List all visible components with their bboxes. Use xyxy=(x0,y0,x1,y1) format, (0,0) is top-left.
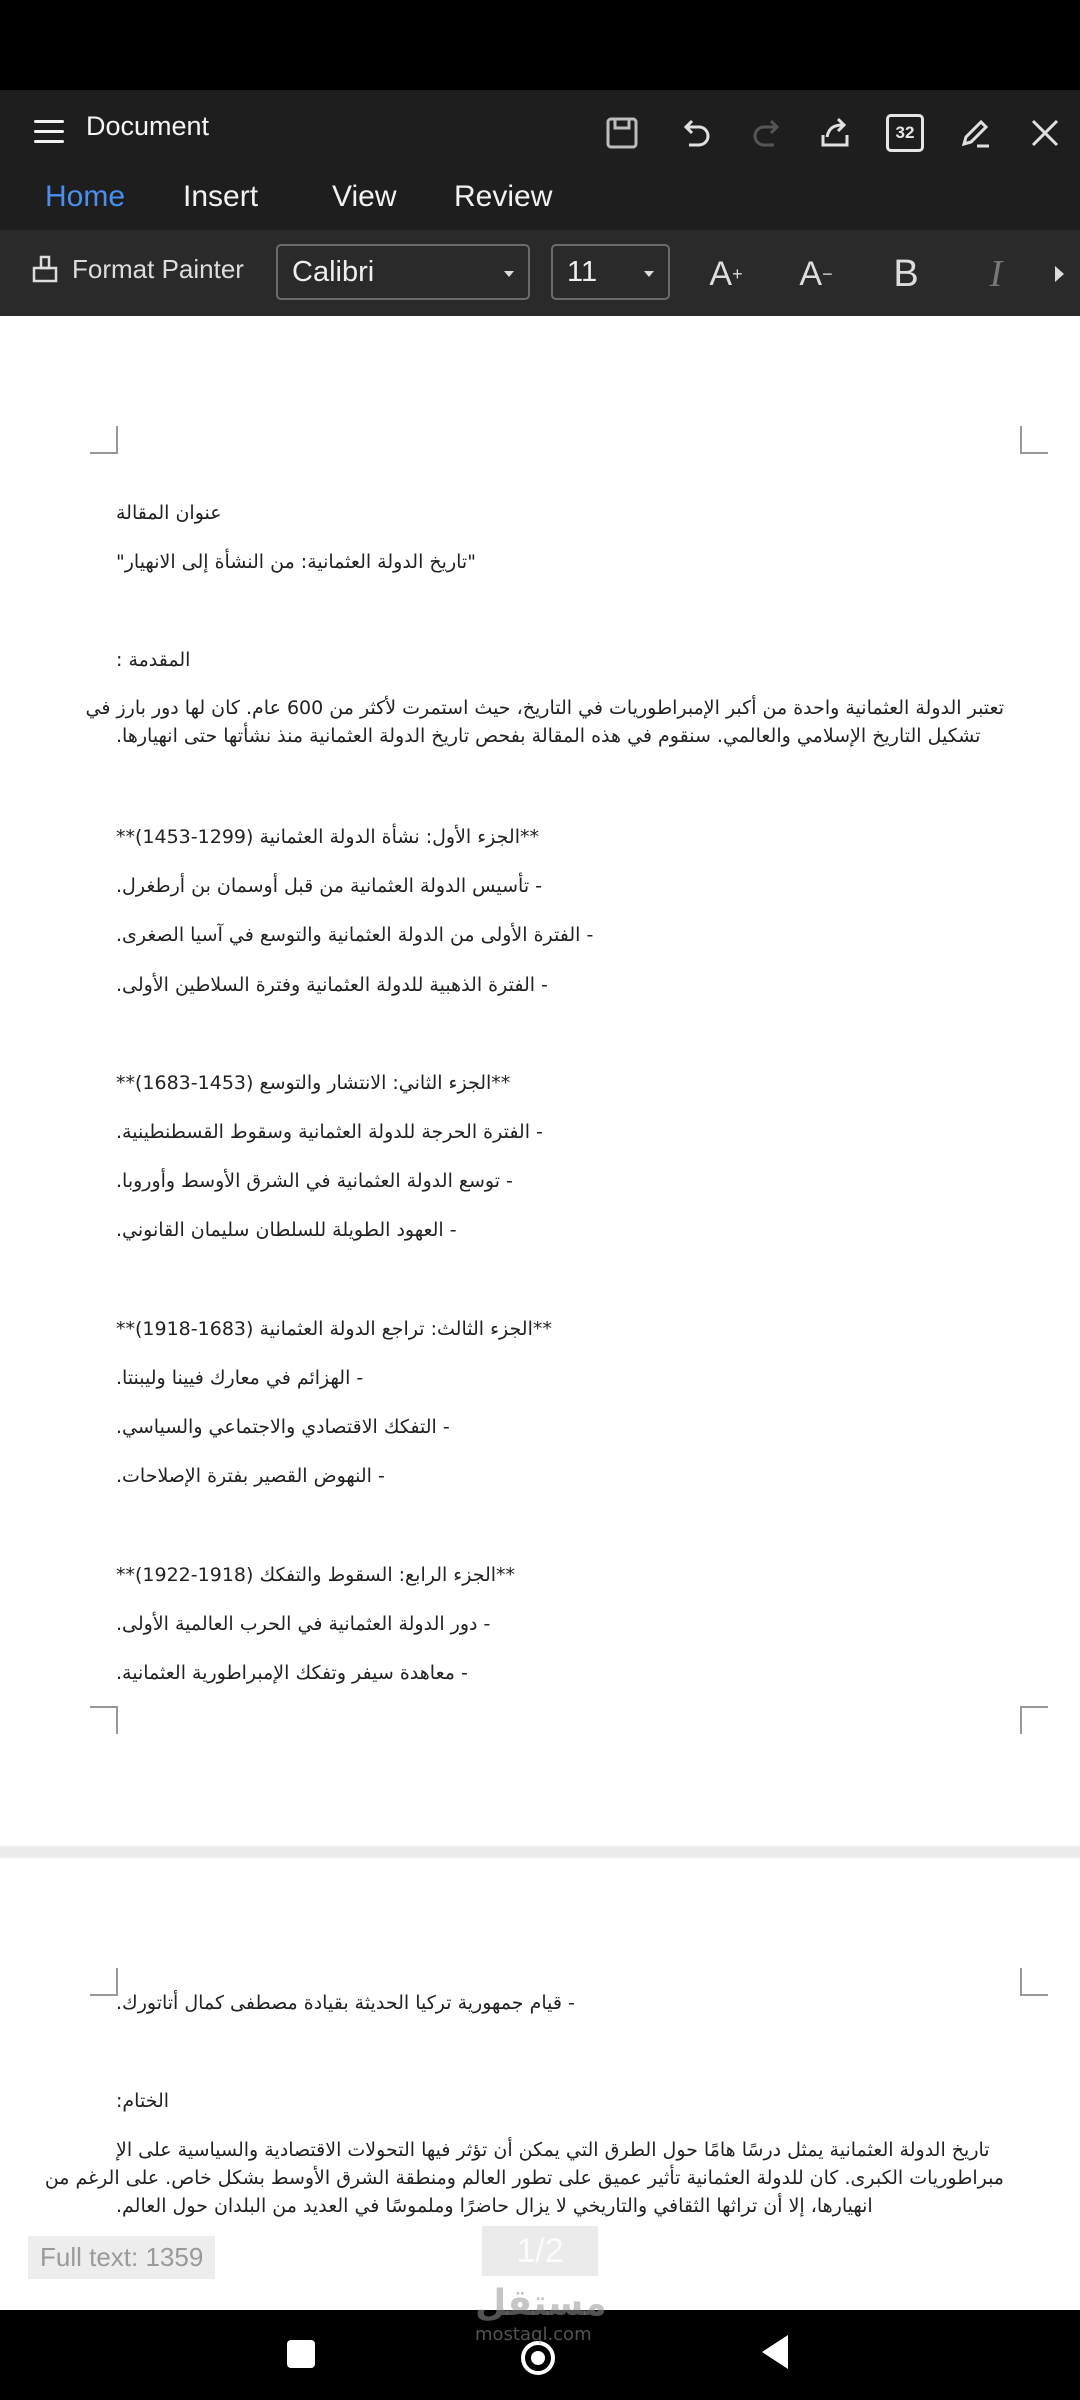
watermark-logo: مستقل xyxy=(475,2283,607,2324)
paragraph-line: تعتبر الدولة العثمانية واحدة من أكبر الإمبراطوريات في التاريخ، حيث استمرت لأكثر من 600 عام. كان لها دور بارز في xyxy=(85,697,1004,719)
paragraph-line: تشكيل التاريخ الإسلامي والعالمي. سنقوم في هذه المقالة بفحص تاريخ الدولة العثمانية منذ نشأتها حتى انهيارها. xyxy=(116,725,981,747)
margin-corner xyxy=(90,1968,118,1996)
watermark-url: mostaql.com xyxy=(475,2324,592,2345)
list-item: - الفترة الذهبية للدولة العثمانية وفترة السلاطين الأولى. xyxy=(116,974,548,996)
bold-icon[interactable]: B xyxy=(893,252,919,295)
paragraph-line: مبراطوريات الكبرى. كان للدولة العثمانية تأثير عميق على تطور العالم ومنطقة الشرق الأوسط بشكل خاص. على الرغم من xyxy=(44,2167,1004,2189)
section-heading: الختام: xyxy=(116,2090,170,2112)
undo-icon[interactable] xyxy=(669,107,721,159)
list-item: - قيام جمهورية تركيا الحديثة بقيادة مصطفى كمال أتاتورك. xyxy=(116,1992,575,2014)
increase-font-icon[interactable]: A + xyxy=(709,254,743,293)
article-title: "تاريخ الدولة العثمانية: من النشأة إلى الانهيار" xyxy=(116,551,476,573)
list-item: - التفكك الاقتصادي والاجتماعي والسياسي. xyxy=(116,1416,450,1438)
list-item: - دور الدولة العثمانية في الحرب العالمية الأولى. xyxy=(116,1613,491,1635)
top-toolbar xyxy=(0,90,1080,176)
list-item: - الفترة الحرجة للدولة العثمانية وسقوط القسطنطينية. xyxy=(116,1121,543,1143)
recents-button[interactable] xyxy=(287,2340,315,2368)
page-indicator: 1/2 xyxy=(482,2226,598,2276)
paragraph-line: تاريخ الدولة العثمانية يمثل درسًا هامًا حول الطرق التي يمكن أن تؤثر فيها التحولات الاقتصادية والسياسية على الإ xyxy=(116,2139,990,2161)
format-painter-button[interactable] xyxy=(28,252,244,286)
chevron-down-icon xyxy=(644,271,654,277)
font-size-value: 11 xyxy=(567,256,598,288)
font-family-value: Calibri xyxy=(292,256,375,288)
section-heading: **الجزء الرابع: السقوط والتفكك (1918-1922)** xyxy=(116,1564,516,1586)
document-page-1[interactable] xyxy=(0,316,1080,1846)
share-icon[interactable] xyxy=(809,107,861,159)
list-item: - الفترة الأولى من الدولة العثمانية والتوسع في آسيا الصغرى. xyxy=(116,924,594,946)
italic-icon[interactable]: I xyxy=(989,253,1003,295)
section-heading: المقدمة : xyxy=(116,649,191,671)
section-heading: **الجزء الثالث: تراجع الدولة العثمانية (1683-1918)** xyxy=(116,1318,552,1340)
margin-corner xyxy=(1020,426,1048,454)
margin-corner xyxy=(90,1706,118,1734)
list-item: - النهوض القصير بفترة الإصلاحات. xyxy=(116,1465,385,1487)
tab-review[interactable]: Review xyxy=(454,180,553,213)
format-painter-icon xyxy=(28,252,62,286)
section-heading: **الجزء الأول: نشأة الدولة العثمانية (1299-1453)** xyxy=(116,826,539,848)
status-bar xyxy=(0,0,1080,90)
list-item: - معاهدة سيفر وتفكك الإمبراطورية العثمانية. xyxy=(116,1662,468,1684)
paragraph-line: انهيارها، إلا أن تراثها الثقافي والتاريخي لا يزال حاضرًا وملموسًا في العديد من البلدان حول العالم. xyxy=(116,2195,873,2217)
more-tools-icon[interactable] xyxy=(1055,266,1064,282)
menu-icon[interactable] xyxy=(26,108,74,156)
word-count-label: Full text: 1359 xyxy=(28,2236,215,2279)
list-item: - العهود الطويلة للسلطان سليمان القانوني. xyxy=(116,1219,457,1241)
section-heading: **الجزء الثاني: الانتشار والتوسع (1453-1683)** xyxy=(116,1072,511,1094)
page-count-icon[interactable]: 32 xyxy=(879,107,931,159)
format-painter-label: Format Painter xyxy=(72,253,244,284)
ribbon-tabs xyxy=(0,176,1080,230)
home-button[interactable] xyxy=(521,2341,555,2375)
tab-insert[interactable]: Insert xyxy=(183,180,259,213)
article-heading-label: عنوان المقالة xyxy=(116,502,222,524)
list-item: - تأسيس الدولة العثمانية من قبل أوسمان بن أرطغرل. xyxy=(116,875,543,897)
format-toolbar xyxy=(0,230,1080,316)
redo-icon[interactable] xyxy=(742,107,794,159)
document-title: Document xyxy=(86,111,210,141)
margin-corner xyxy=(1020,1968,1048,1996)
font-family-select[interactable] xyxy=(276,244,530,300)
list-item: - توسع الدولة العثمانية في الشرق الأوسط وأوروبا. xyxy=(116,1170,513,1192)
close-icon[interactable] xyxy=(1019,107,1071,159)
save-icon[interactable] xyxy=(596,107,648,159)
list-item: - الهزائم في معارك فيينا وليبنتا. xyxy=(116,1367,364,1389)
font-size-select[interactable] xyxy=(551,244,670,300)
margin-corner xyxy=(90,426,118,454)
chevron-down-icon xyxy=(504,271,514,277)
back-button[interactable] xyxy=(762,2335,788,2369)
edit-icon[interactable] xyxy=(949,107,1001,159)
decrease-font-icon[interactable]: A − xyxy=(799,254,833,293)
margin-corner xyxy=(1020,1706,1048,1734)
tab-home[interactable]: Home xyxy=(45,180,126,213)
tab-view[interactable]: View xyxy=(332,180,397,213)
